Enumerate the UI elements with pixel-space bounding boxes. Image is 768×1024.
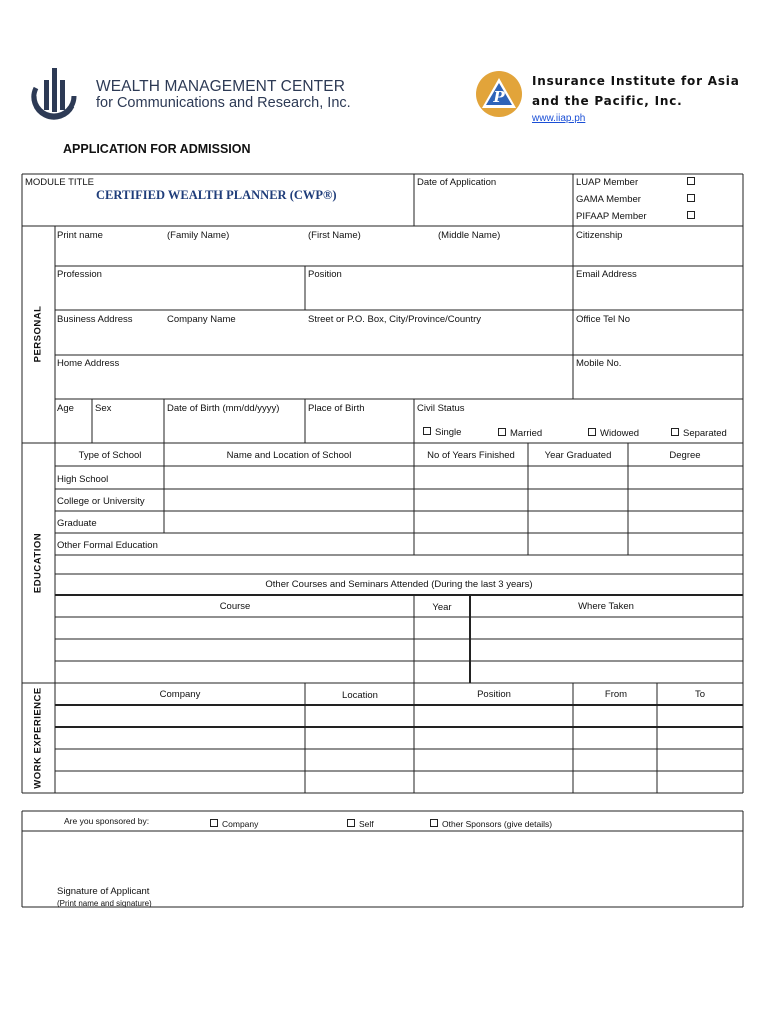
place-of-birth-label: Place of Birth bbox=[308, 403, 365, 414]
office-tel-label: Office Tel No bbox=[576, 314, 631, 325]
luap-member-checkbox[interactable] bbox=[687, 177, 695, 185]
courses-title: Other Courses and Seminars Attended (During the last 3 years) bbox=[265, 579, 533, 590]
sex-label: Sex bbox=[95, 403, 112, 414]
wmc-name-line2: for Communications and Research, Inc. bbox=[96, 95, 351, 111]
gama-member-checkbox[interactable] bbox=[687, 194, 695, 202]
dob-label: Date of Birth (mm/dd/yyyy) bbox=[167, 403, 280, 414]
iiap-name-line1: Insurance Institute for Asia bbox=[532, 74, 740, 88]
edu-header-year-graduated: Year Graduated bbox=[544, 450, 612, 461]
position-label: Position bbox=[308, 269, 342, 280]
email-label: Email Address bbox=[576, 269, 637, 280]
section-personal: PERSONAL bbox=[32, 305, 44, 363]
work-header-company: Company bbox=[159, 689, 201, 700]
edu-row-graduate: Graduate bbox=[57, 518, 97, 529]
family-name-label: (Family Name) bbox=[167, 230, 230, 241]
edu-row-other-formal: Other Formal Education bbox=[57, 540, 158, 551]
course-header-year: Year bbox=[432, 602, 452, 613]
iiap-name-line2: and the Pacific, Inc. bbox=[532, 94, 683, 108]
middle-name-label: (Middle Name) bbox=[438, 230, 501, 241]
form-title: APPLICATION FOR ADMISSION bbox=[63, 142, 251, 156]
sponsor-self-label: Self bbox=[359, 819, 374, 829]
pifaap-member-checkbox[interactable] bbox=[687, 211, 695, 219]
civil-widowed-label: Widowed bbox=[600, 428, 640, 439]
signature-label: Signature of Applicant bbox=[57, 886, 150, 897]
course-header-course: Course bbox=[219, 601, 251, 612]
iiap-logo bbox=[475, 70, 523, 118]
civil-status-label: Civil Status bbox=[417, 403, 465, 414]
civil-married-checkbox[interactable] bbox=[498, 428, 506, 436]
sponsor-other-checkbox[interactable] bbox=[430, 819, 438, 827]
civil-single-checkbox[interactable] bbox=[423, 427, 431, 435]
module-title-value[interactable]: CERTIFIED WEALTH PLANNER (CWP®) bbox=[96, 188, 337, 202]
civil-separated-label: Separated bbox=[683, 428, 727, 439]
civil-married-label: Married bbox=[510, 428, 543, 439]
home-address-label: Home Address bbox=[57, 358, 120, 369]
luap-member-label: LUAP Member bbox=[576, 177, 639, 188]
edu-header-name-location: Name and Location of School bbox=[226, 450, 352, 461]
work-header-position: Position bbox=[477, 689, 511, 700]
pifaap-member-label: PIFAAP Member bbox=[576, 211, 647, 222]
street-label: Street or P.O. Box, City/Province/Country bbox=[308, 314, 482, 325]
iiap-website-link[interactable]: www.iiap.ph bbox=[532, 113, 586, 124]
civil-single-label: Single bbox=[435, 427, 462, 438]
profession-label: Profession bbox=[57, 269, 102, 280]
section-work-experience: WORK EXPERIENCE bbox=[32, 687, 44, 789]
wmc-name-line1: WEALTH MANAGEMENT CENTER bbox=[96, 78, 345, 95]
sponsor-self-checkbox[interactable] bbox=[347, 819, 355, 827]
edu-row-high-school: High School bbox=[57, 474, 109, 485]
business-address-label: Business Address bbox=[57, 314, 133, 325]
work-header-from: From bbox=[604, 689, 628, 700]
sponsor-question: Are you sponsored by: bbox=[64, 816, 150, 826]
edu-header-degree: Degree bbox=[669, 450, 701, 461]
company-name-label: Company Name bbox=[167, 314, 236, 325]
section-education: EDUCATION bbox=[32, 532, 44, 594]
civil-widowed-checkbox[interactable] bbox=[588, 428, 596, 436]
work-header-to: To bbox=[694, 689, 706, 700]
module-title-label: MODULE TITLE bbox=[25, 177, 94, 188]
civil-separated-checkbox[interactable] bbox=[671, 428, 679, 436]
edu-header-years: No of Years Finished bbox=[427, 450, 515, 461]
signature-hint: (Print name and signature) bbox=[57, 899, 152, 908]
sponsor-company-label: Company bbox=[222, 819, 259, 829]
gama-member-label: GAMA Member bbox=[576, 194, 641, 205]
sponsor-company-checkbox[interactable] bbox=[210, 819, 218, 827]
date-of-application-label: Date of Application bbox=[417, 177, 497, 188]
edu-row-college: College or University bbox=[57, 496, 145, 507]
first-name-label: (First Name) bbox=[308, 230, 361, 241]
course-header-where-taken: Where Taken bbox=[578, 601, 634, 612]
iiap-logo-letter: P bbox=[493, 88, 505, 106]
edu-header-type: Type of School bbox=[78, 450, 142, 461]
mobile-label: Mobile No. bbox=[576, 358, 622, 369]
work-header-location: Location bbox=[342, 690, 378, 701]
sponsor-other-label: Other Sponsors (give details) bbox=[442, 819, 553, 829]
age-label: Age bbox=[57, 403, 74, 414]
wmc-logo bbox=[30, 66, 78, 122]
citizenship-label: Citizenship bbox=[576, 230, 623, 241]
print-name-label: Print name bbox=[57, 230, 103, 241]
